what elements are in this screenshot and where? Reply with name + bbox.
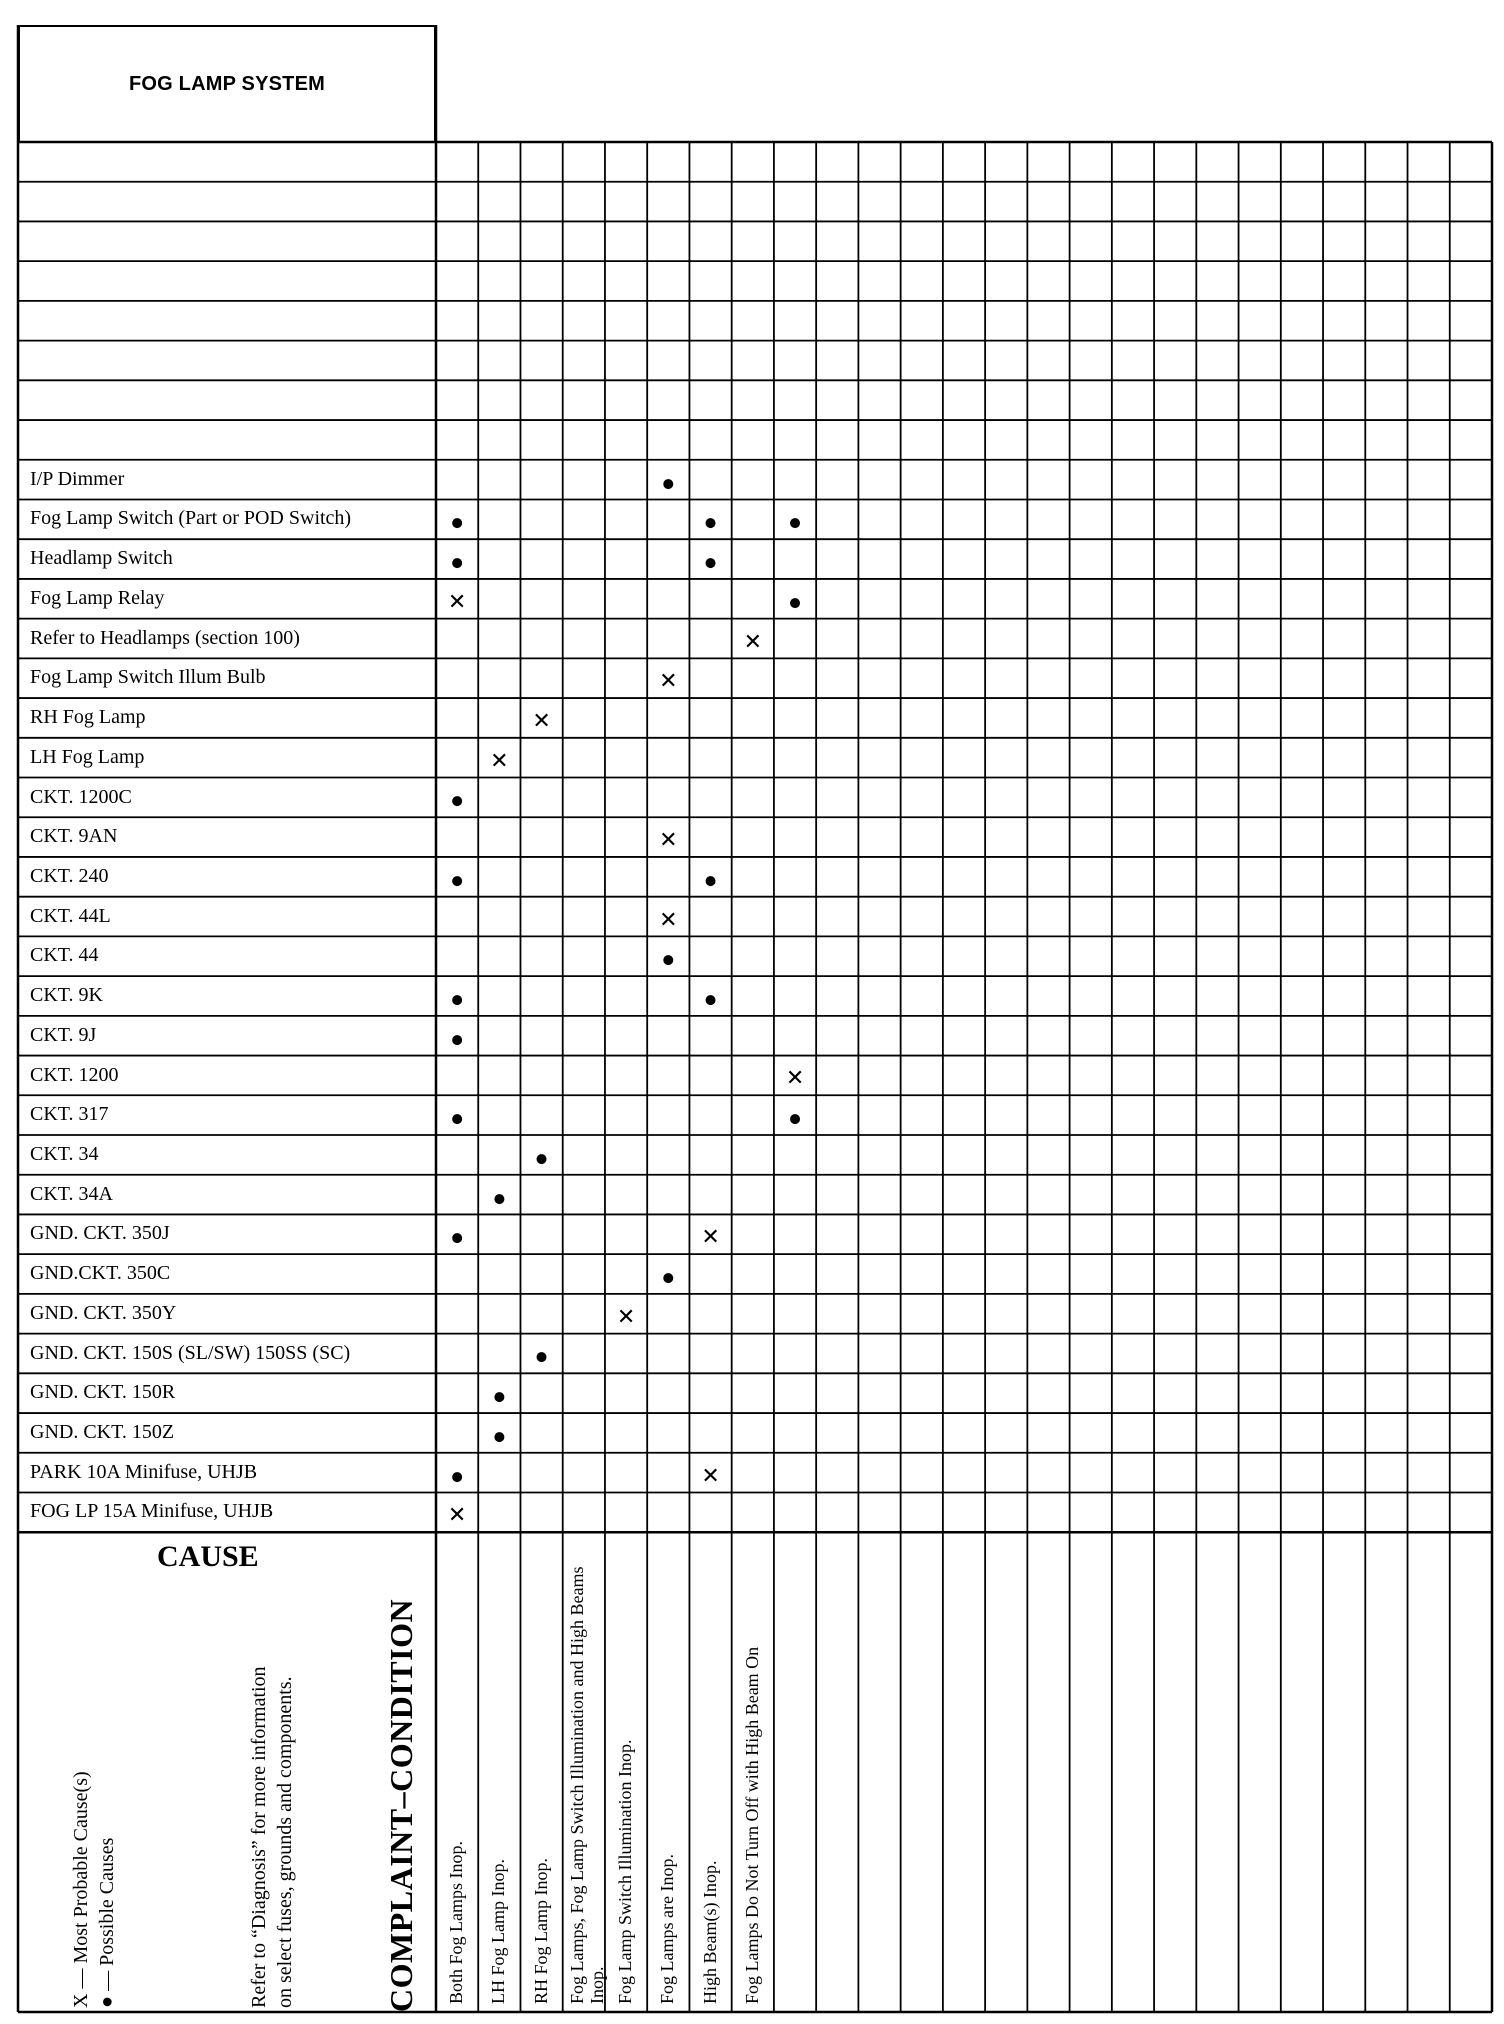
condition-label: LH Fog Lamp Inop. [488, 1859, 509, 2004]
possible-cause-mark: ● [493, 1389, 506, 1405]
cause-label: GND. CKT. 150Z [30, 1421, 175, 1444]
cause-label: CKT. 34 [30, 1143, 99, 1165]
cause-label: Fog Lamp Relay [30, 586, 165, 609]
probable-cause-mark: ✕ [447, 589, 467, 615]
cause-label: Fog Lamp Switch Illum Bulb [30, 666, 266, 689]
legend-note-line2: on select fuses, grounds and components. [274, 1676, 296, 2008]
cause-label: CKT. 44 [30, 944, 99, 967]
legend-dot-line: ● — Possible Causes [96, 1837, 118, 2008]
cause-heading: CAUSE [157, 1540, 259, 1573]
probable-cause-mark: ✕ [490, 748, 509, 774]
probable-cause-mark: ✕ [659, 669, 678, 695]
cause-label: CKT. 1200C [30, 785, 132, 808]
cause-label: CKT. 9J [30, 1023, 97, 1046]
cause-label: CKT. 34A [30, 1182, 113, 1205]
possible-cause-mark: ● [493, 1429, 506, 1445]
possible-cause-mark: ● [451, 873, 463, 889]
condition-label: Fog Lamps Do Not Turn Off with High Beam On [741, 1646, 762, 2004]
cause-label: Headlamp Switch [30, 547, 173, 570]
cause-label: CKT. 240 [30, 864, 109, 887]
possible-cause-mark: ● [451, 1230, 463, 1246]
possible-cause-mark: ● [704, 515, 717, 531]
legend-note-line1: Refer to “Diagnosis” for more information [248, 1666, 270, 2008]
page-title: FOG LAMP SYSTEM [129, 73, 325, 95]
probable-cause-mark: ✕ [701, 1225, 720, 1251]
cause-label: GND. CKT. 150S (SL/SW) 150SS (SC) [30, 1341, 351, 1364]
probable-cause-mark: ✕ [701, 1463, 720, 1489]
condition-label: RH Fog Lamp Inop. [530, 1858, 551, 2004]
possible-cause-mark: ● [704, 992, 717, 1008]
probable-cause-mark: ✕ [659, 828, 678, 854]
cause-label: PARK 10A Minifuse, UHJB [30, 1460, 258, 1483]
complaint-condition-label: COMPLAINT–CONDITION [383, 1598, 419, 2012]
possible-cause-mark: ● [451, 793, 463, 809]
cause-label: CKT. 9AN [30, 825, 118, 848]
possible-cause-mark: ● [493, 1191, 506, 1207]
possible-cause-mark: ● [451, 555, 463, 571]
cause-label: Refer to Headlamps (section 100) [30, 626, 300, 649]
cause-label: GND.CKT. 350C [30, 1262, 171, 1285]
possible-cause-mark: ● [789, 595, 801, 611]
possible-cause-mark: ● [704, 873, 717, 889]
cause-label: RH Fog Lamp [30, 706, 146, 729]
cause-label: I/P Dimmer [30, 467, 125, 490]
cause-label: CKT. 317 [30, 1103, 109, 1126]
condition-label: Fog Lamp Switch Illumination Inop. [615, 1739, 636, 2004]
probable-cause-mark: ✕ [785, 1066, 805, 1092]
possible-cause-mark: ● [535, 1151, 548, 1167]
cause-label: CKT. 1200 [30, 1063, 119, 1086]
cause-label: Fog Lamp Switch (Part or POD Switch) [30, 507, 352, 530]
probable-cause-mark: ✕ [743, 629, 763, 655]
possible-cause-mark: ● [451, 1032, 463, 1048]
probable-cause-mark: ✕ [447, 1503, 467, 1529]
condition-label: Both Fog Lamps Inop. [446, 1840, 467, 2004]
possible-cause-mark: ● [662, 476, 674, 492]
possible-cause-mark: ● [451, 1469, 463, 1485]
cause-label: CKT. 44L [30, 904, 111, 927]
cause-label: CKT. 9K [30, 984, 103, 1007]
possible-cause-mark: ● [451, 1111, 463, 1127]
cause-label: GND. CKT. 150R [30, 1381, 176, 1404]
possible-cause-mark: ● [704, 555, 717, 571]
cause-label: GND. CKT. 350Y [30, 1301, 177, 1324]
possible-cause-mark: ● [789, 1111, 801, 1127]
legend-x-line: X — Most Probable Cause(s) [70, 1771, 92, 2008]
cause-label: FOG LP 15A Minifuse, UHJB [30, 1500, 274, 1523]
probable-cause-mark: ✕ [532, 708, 551, 734]
possible-cause-mark: ● [662, 1270, 674, 1286]
condition-label: Fog Lamps, Fog Lamp Switch Illumination and High Beams Inop. [566, 1566, 607, 2004]
probable-cause-mark: ✕ [616, 1304, 636, 1330]
cause-label: GND. CKT. 350J [30, 1222, 170, 1245]
cause-label: LH Fog Lamp [30, 745, 145, 768]
probable-cause-mark: ✕ [659, 907, 678, 933]
condition-label: High Beam(s) Inop. [699, 1860, 720, 2004]
possible-cause-mark: ● [535, 1349, 548, 1365]
possible-cause-mark: ● [662, 952, 674, 968]
possible-cause-mark: ● [451, 992, 463, 1008]
possible-cause-mark: ● [451, 515, 463, 531]
possible-cause-mark: ● [789, 515, 801, 531]
condition-label: Fog Lamps are Inop. [657, 1854, 678, 2004]
